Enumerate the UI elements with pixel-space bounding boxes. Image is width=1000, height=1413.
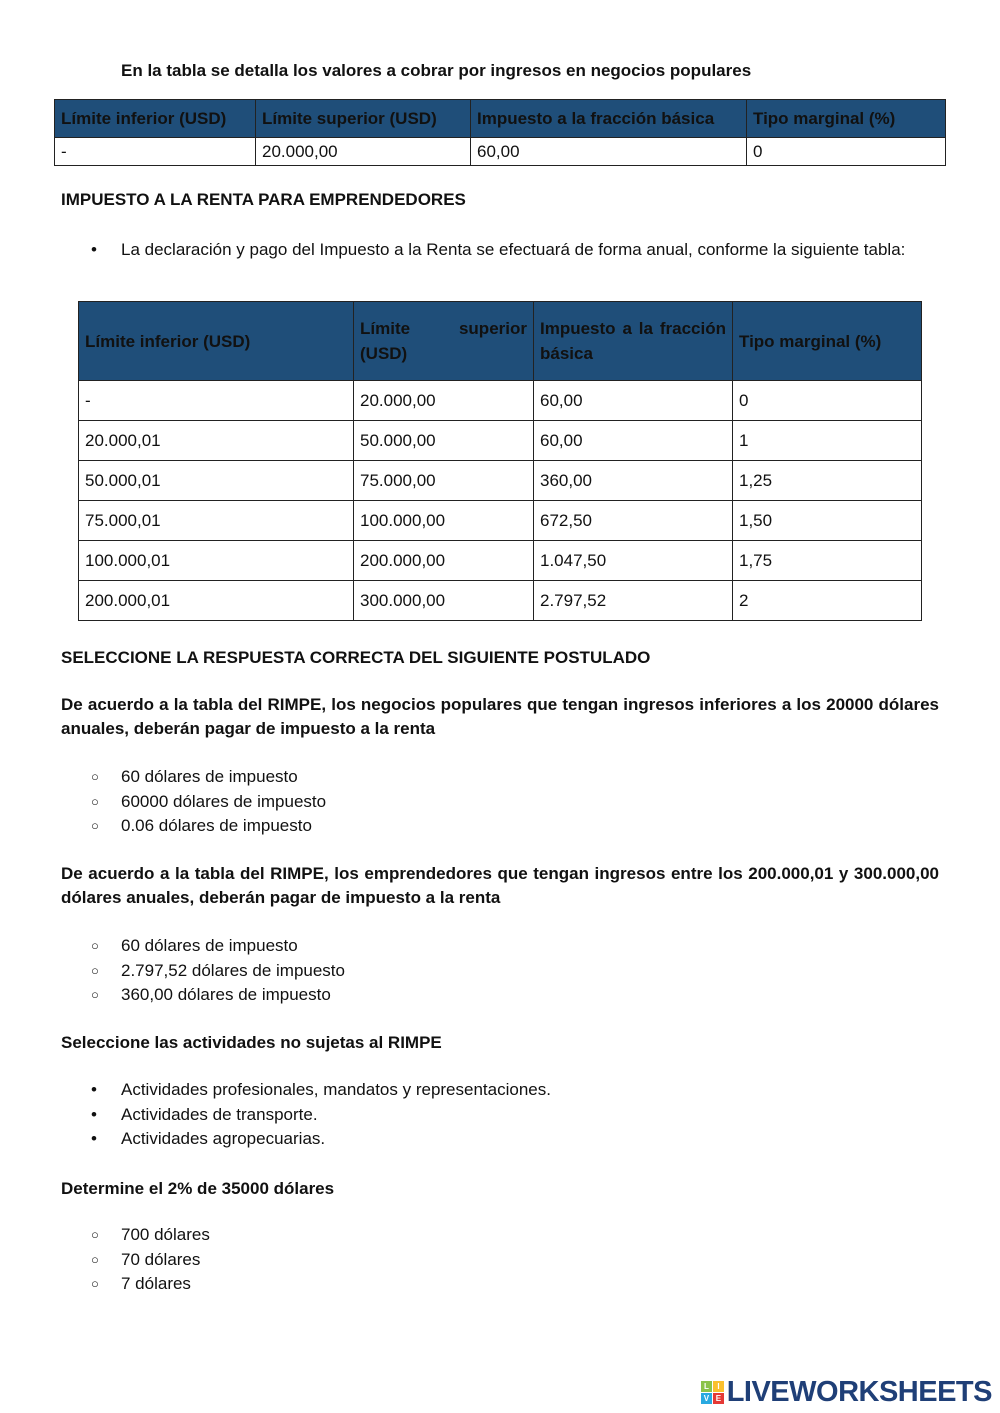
cell: - bbox=[79, 381, 354, 421]
answer-option[interactable] bbox=[61, 765, 326, 790]
question-4: Determine el 2% de 35000 dólares bbox=[61, 1179, 335, 1198]
header-cell: Límite inferior (USD) bbox=[55, 100, 256, 138]
question-2: De acuerdo a la tabla del RIMPE, los emprendedores que tengan ingresos entre los 200.000,01 y 300.000,00 dólares anuales, deberán pagar de impuesto a la renta bbox=[61, 864, 939, 907]
table-row bbox=[79, 541, 922, 581]
cell: 200.000,01 bbox=[79, 581, 354, 621]
cell: 20.000,00 bbox=[256, 138, 471, 166]
radio-circle-icon: ○ bbox=[91, 962, 99, 978]
cube-letter: I bbox=[713, 1381, 724, 1392]
option-label: 2.797,52 dólares de impuesto bbox=[121, 960, 345, 980]
header-cell: Límite superior (USD) bbox=[256, 100, 471, 138]
option-label: 7 dólares bbox=[121, 1274, 191, 1293]
header-cell: Límite superior (USD) bbox=[354, 302, 534, 381]
radio-circle-icon: ○ bbox=[91, 1227, 99, 1242]
option-label: 70 dólares bbox=[121, 1249, 201, 1269]
answer-option[interactable] bbox=[61, 934, 345, 959]
cell: 100.000,01 bbox=[79, 541, 354, 581]
cell: 0 bbox=[733, 381, 922, 421]
cell: 672,50 bbox=[534, 501, 733, 541]
header-cell: Impuesto a la fracción básica bbox=[471, 100, 747, 138]
option-label: 60 dólares de impuesto bbox=[121, 767, 298, 786]
option-label: Actividades de transporte. bbox=[121, 1104, 318, 1124]
cell: 50.000,01 bbox=[79, 461, 354, 501]
option-label: 360,00 dólares de impuesto bbox=[121, 985, 331, 1004]
answer-option[interactable] bbox=[61, 983, 345, 1008]
option-label: 700 dólares bbox=[121, 1225, 210, 1244]
cell: 1 bbox=[733, 421, 922, 461]
radio-circle-icon: ○ bbox=[91, 987, 99, 1002]
list-item bbox=[61, 1127, 551, 1152]
radio-circle-icon: ○ bbox=[91, 1251, 99, 1267]
logo-cube-icon bbox=[701, 1381, 724, 1404]
header-cell: Tipo marginal (%) bbox=[747, 100, 946, 138]
cell: 1.047,50 bbox=[534, 541, 733, 581]
cell: 200.000,00 bbox=[354, 541, 534, 581]
logo-text: LIVEWORKSHEETS bbox=[726, 1376, 992, 1408]
question-2-options bbox=[61, 934, 345, 1008]
radio-circle-icon: ○ bbox=[91, 1276, 99, 1291]
question-1: De acuerdo a la tabla del RIMPE, los negocios populares que tengan ingresos inferiores a los 20000 dólares anuales, deberán pagar de impuesto a la renta bbox=[61, 695, 939, 738]
option-label: 0.06 dólares de impuesto bbox=[121, 816, 312, 835]
emprendedores-table bbox=[78, 301, 922, 621]
negocios-populares-table bbox=[54, 99, 946, 166]
option-label: 60000 dólares de impuesto bbox=[121, 791, 327, 811]
liveworksheets-logo bbox=[701, 1376, 992, 1409]
cell: 20.000,00 bbox=[354, 381, 534, 421]
cell: 60,00 bbox=[534, 421, 733, 461]
cell: 360,00 bbox=[534, 461, 733, 501]
answer-option[interactable] bbox=[61, 1272, 210, 1297]
cell: 1,75 bbox=[733, 541, 922, 581]
header-cell: Límite inferior (USD) bbox=[79, 302, 354, 381]
answer-option[interactable] bbox=[61, 814, 326, 839]
table-row bbox=[79, 501, 922, 541]
cell: 0 bbox=[747, 138, 946, 166]
section-title: IMPUESTO A LA RENTA PARA EMPRENDEDORES bbox=[61, 190, 466, 209]
cell: 1,25 bbox=[733, 461, 922, 501]
cell: 100.000,00 bbox=[354, 501, 534, 541]
cell: 300.000,00 bbox=[354, 581, 534, 621]
cell: 60,00 bbox=[471, 138, 747, 166]
table-row bbox=[79, 461, 922, 501]
list-item bbox=[61, 1078, 551, 1103]
select-title: SELECCIONE LA RESPUESTA CORRECTA DEL SIGUIENTE POSTULADO bbox=[61, 648, 651, 667]
answer-option[interactable] bbox=[61, 790, 326, 815]
radio-circle-icon: ○ bbox=[91, 793, 99, 809]
list-item bbox=[61, 238, 939, 262]
cube-letter: L bbox=[701, 1381, 712, 1392]
cell: 2 bbox=[733, 581, 922, 621]
question-3-options bbox=[61, 1078, 551, 1152]
table-row bbox=[79, 381, 922, 421]
radio-circle-icon: ○ bbox=[91, 818, 99, 833]
question-1-options bbox=[61, 765, 326, 839]
bullet-icon: • bbox=[91, 1104, 97, 1124]
answer-option[interactable] bbox=[61, 959, 345, 984]
option-label: Actividades agropecuarias. bbox=[121, 1129, 326, 1148]
header-cell: Impuesto a la fracción básica bbox=[534, 302, 733, 381]
bullet-icon: • bbox=[91, 240, 97, 259]
answer-option[interactable] bbox=[61, 1248, 210, 1273]
table-row bbox=[55, 138, 946, 166]
radio-circle-icon: ○ bbox=[91, 769, 99, 784]
list-item bbox=[61, 1103, 551, 1128]
cell: 20.000,01 bbox=[79, 421, 354, 461]
option-label: 60 dólares de impuesto bbox=[121, 936, 298, 955]
intro-bullet-list bbox=[61, 238, 939, 262]
bullet-icon: • bbox=[91, 1129, 97, 1148]
cell: 60,00 bbox=[534, 381, 733, 421]
cell: 75.000,00 bbox=[354, 461, 534, 501]
cell: - bbox=[55, 138, 256, 166]
question-4-options bbox=[61, 1223, 210, 1297]
cell: 75.000,01 bbox=[79, 501, 354, 541]
table-row bbox=[79, 581, 922, 621]
bullet-text: La declaración y pago del Impuesto a la Renta se efectuará de forma anual, conforme la siguiente tabla: bbox=[121, 240, 906, 259]
header-cell: Tipo marginal (%) bbox=[733, 302, 922, 381]
cell: 50.000,00 bbox=[354, 421, 534, 461]
question-3: Seleccione las actividades no sujetas al RIMPE bbox=[61, 1033, 442, 1052]
option-label: Actividades profesionales, mandatos y representaciones. bbox=[121, 1080, 551, 1099]
intro-text: En la tabla se detalla los valores a cobrar por ingresos en negocios populares bbox=[121, 61, 752, 80]
answer-option[interactable] bbox=[61, 1223, 210, 1248]
table-row bbox=[79, 421, 922, 461]
cell: 2.797,52 bbox=[534, 581, 733, 621]
cube-letter: E bbox=[713, 1393, 724, 1404]
radio-circle-icon: ○ bbox=[91, 938, 99, 953]
bullet-icon: • bbox=[91, 1080, 97, 1099]
cube-letter: V bbox=[701, 1393, 712, 1404]
cell: 1,50 bbox=[733, 501, 922, 541]
